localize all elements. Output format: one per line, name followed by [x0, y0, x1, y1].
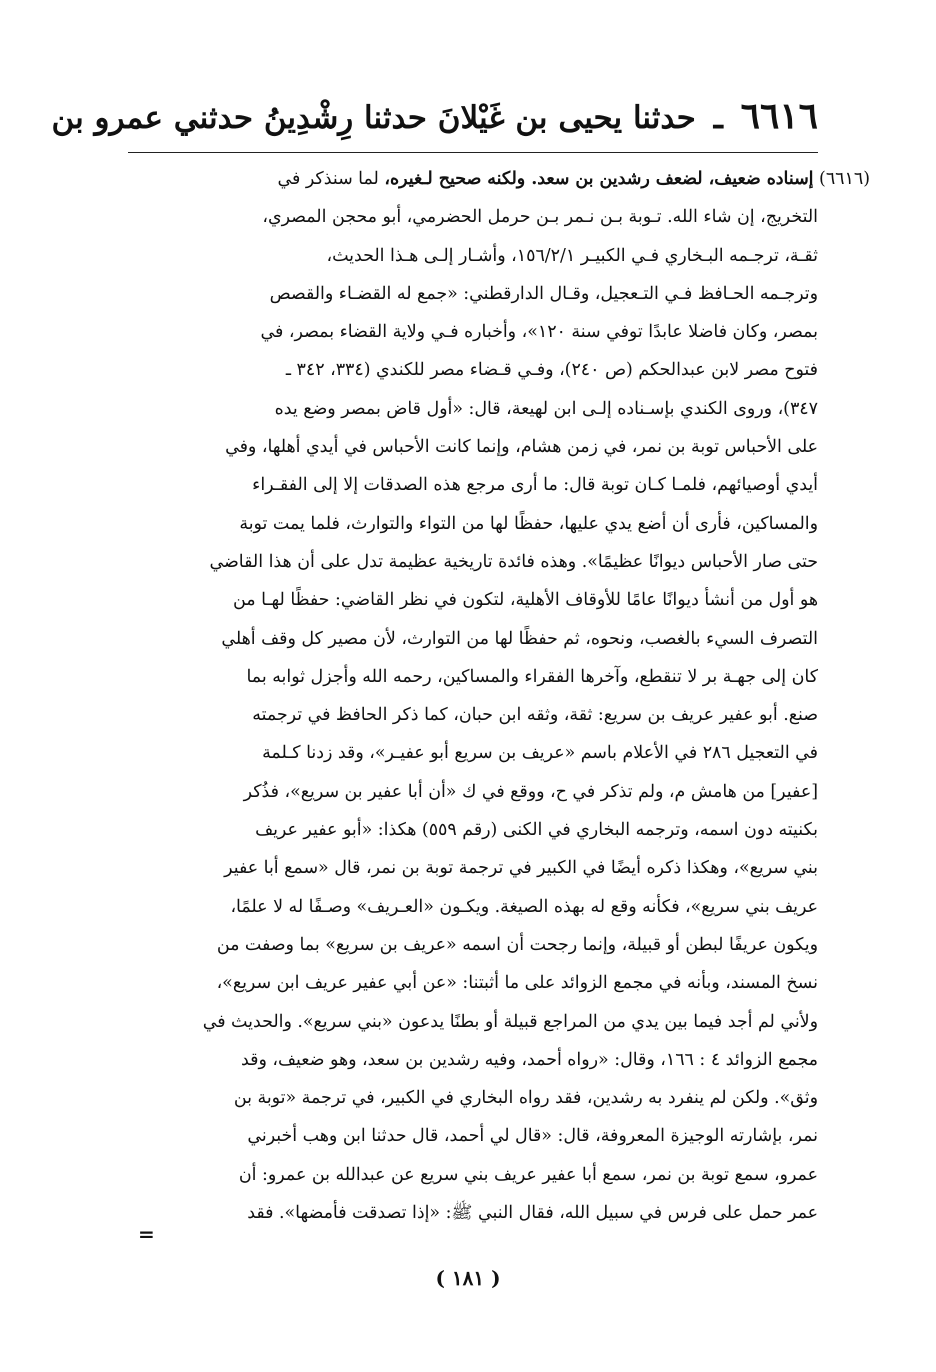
footnote-line: وترجـمه الحـافظ فـي التـعجيل، وقـال الدارقطني: «جمع له القضـاء والقصص	[269, 283, 818, 304]
footnote-line: والمساكين، فأرى أن أضع يدي عليها، حفظًا لها من التواء والتوارث، فلما يمت توبة	[239, 513, 818, 534]
footnote-lead: إسناده ضعيف، لضعف رشدين بن سعد. ولكنه صحيح لـغيره،	[384, 169, 814, 189]
footnote-line: هو أول من أنشأ ديوانًا عامًا للأوقاف الأهلية، لتكون في نظر القاضي: حفظًا لهـا من	[233, 590, 818, 611]
footnote-line: نسخ المسند، وبأنه في مجمع الزوائد على ما أثبتنا: «عن أبي عفير عريف ابن سريع»،	[216, 973, 818, 994]
hadith-number: ٦٦١٦	[740, 95, 818, 137]
footnote-line: مجمع الزوائد ٤ : ١٦٦، وقال: «رواه أحمد، وفيه رشدين بن سعد، وهو ضعيف، وقد	[241, 1049, 818, 1070]
footnote-lines	[146, 198, 818, 1232]
footnote-line: في التعجيل ٢٨٦ في الأعلام باسم «عريف بن سريع أبو عفيـر»، وقد زدنا كـلمة	[262, 743, 818, 764]
footnote-line: عمر حمل على فرس في سبيل الله، فقال النبي ﷺ: «إذا تصدقت فأمضها». فقد	[247, 1203, 818, 1224]
footnote-number: (٦٦١٦)	[819, 169, 870, 189]
footnote-line: على الأحباس توبة بن نمر، في زمن هشام، وإنما كانت الأحباس في أيدي أهلها، وفي	[225, 437, 818, 458]
footnote-line: نمر، بإشارته الوجيزة المعروفة، قال: «قال لي أحمد، قال حدثنا ابن وهب أخبرني	[247, 1126, 818, 1147]
footnote-line: بمصر، وكان فاضلا عابدًا توفي سنة ١٢٠»، وأخباره فـي ولاية القضاء بمصر، في	[260, 322, 818, 343]
footnote-line: حتى صار الأحباس ديوانًا عظيمًا». وهذه فائدة تاريخية عظيمة تدل على أن هذا القاضي	[209, 551, 818, 572]
footnote-line: صنع. أبو عفير عريف بن سريع: ثقة، وثقه ابن حبان، كما ذكر الحافظ في ترجمته	[252, 705, 818, 726]
footnote-line: ويكون عريفًا لبطن أو قبيلة، وإنما رجحت أن اسمه «عريف بن سريع» بما وصفت من	[216, 934, 818, 955]
footnote-line: التخريج، إن شاء الله. تـوبة بـن نـمر بـن حرمل الحضرمي، أبو محجن المصري،	[262, 207, 818, 228]
footnote-line: ولأني لم أجد فيما بين يدي من المراجع قبيلة أو بطنًا يدعون «بني سريع». والحديث في	[202, 1011, 818, 1032]
page-number: ( ١٨١ )	[435, 1266, 501, 1290]
hadith-text: حدثنا يحيى بن غَيْلانَ حدثنا رِشْدِينُ حدثني عمرو بن	[51, 100, 696, 136]
footnote-line: التصرف السيء بالغصب، ونحوه، ثم حفظًا لها من التوارث، لأن مصير كل وقف أهلي	[221, 628, 818, 649]
footnote-first-line	[146, 160, 870, 198]
footnote-line: ٣٤٧)، وروى الكندي بإسـناده إلـى ابن لهيعة، قال: «أول قاض بمصر وضع يده	[274, 398, 818, 419]
footnote	[146, 160, 870, 1232]
footnote-line: بني سريع»، وهكذا ذكره أيضًا في الكبير في ترجمة توبة بن نمر، قال «سمع أبا عفير	[224, 858, 818, 879]
footnote-line: ثقـة، ترجـمه البـخاري فـي الكبيـر ١٥٦/٢/١، وأشـار إلـى هـذا الحديث،	[326, 245, 818, 266]
footnote-line: عريف بني سريع»، فكأنه وقع له بهذه الصيغة. ويكـون «العـريف» وصـفًا له لا علمًا،	[230, 896, 818, 917]
hadith-heading	[51, 88, 818, 146]
footnote-line: [عفير] من هامش م، ولم تذكر في ح، ووقع في ك «أن أبا عفير بن سريع»، فذُكر	[243, 781, 818, 802]
continuation-mark: =	[138, 1222, 155, 1246]
footnote-line: أيدي أوصيائهم، فلمـا كـان توبة قال: ما أرى مرجع هذه الصدقات إلا إلى الفقـراء	[252, 475, 818, 496]
separator-line	[128, 152, 818, 153]
footnote-line: كان إلى جهـة بر لا تنقطع، وآخرها الفقراء والمساكين، رحمه الله وأجزل ثوابه بما	[246, 666, 818, 687]
footnote-line: بكنيته دون اسمه، وترجمه البخاري في الكنى (رقم ٥٥٩) هكذا: «أبو عفير عريف	[255, 820, 818, 841]
footnote-line: وثق». ولكن لم ينفرد به رشدين، فقد رواه البخاري في الكبير، في ترجمة «توبة بن	[233, 1088, 818, 1109]
footnote-line: فتوح مصر لابن عبدالحكم (ص ٢٤٠)، وفـي قـضاء مصر للكندي (٣٣٤، ٣٤٢ ـ	[285, 360, 818, 381]
hadith-dash: ـ	[713, 100, 723, 136]
footnote-first-rest: لما سنذكر في	[277, 169, 379, 189]
footnote-line: عمرو، سمع توبة بن نمر، سمع أبا عفير عريف بني سريع عن عبدالله بن عمرو: أن	[238, 1164, 818, 1185]
